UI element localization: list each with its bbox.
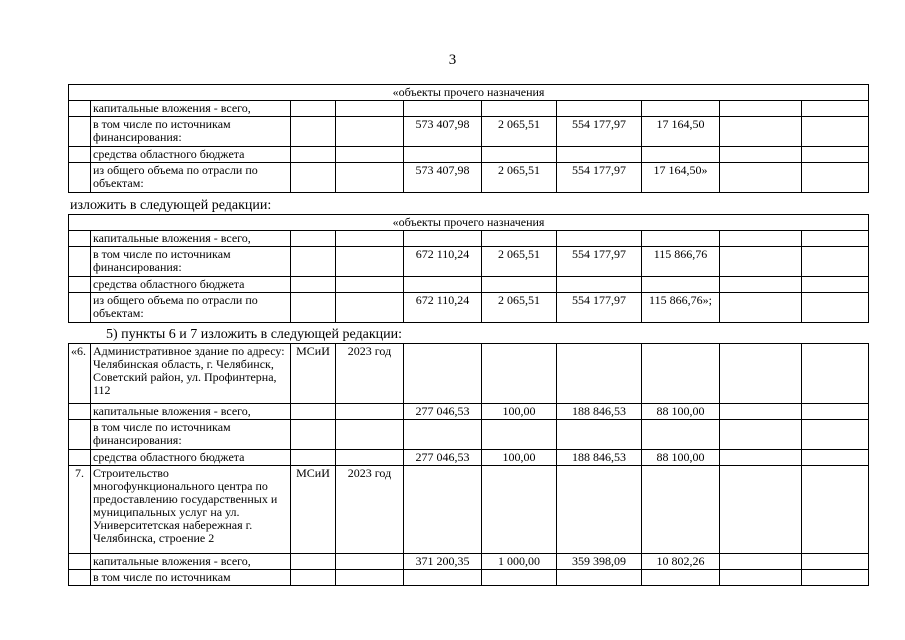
cell-value: 10 802,26 [642,554,720,570]
row-label: в том числе по источникам [91,570,291,586]
row-label: капитальные вложения - всего, [91,554,291,570]
cell-value: 2 065,51 [482,163,557,193]
page-number: 3 [448,52,457,68]
cell-value: 115 866,76 [642,247,720,277]
section-header: «объекты прочего назначения [69,215,869,231]
cell-value: 17 164,50» [642,163,720,193]
cell-value: 672 110,24 [404,293,482,323]
cell-value: 188 846,53 [557,450,642,466]
row-label: капитальные вложения - всего, [91,231,291,247]
table-block-revised [68,214,869,323]
row-label: в том числе по источникам финансирования: [91,247,291,277]
cell-value: 88 100,00 [642,404,720,420]
row-label: капитальные вложения - всего, [91,101,291,117]
row-label: из общего объема по отрасли по объектам: [91,293,291,323]
row-label: средства областного бюджета [91,147,291,163]
cell-value: 188 846,53 [557,404,642,420]
cell-value: 115 866,76»; [642,293,720,323]
cell-value: 17 164,50 [642,117,720,147]
cell-value: 573 407,98 [404,163,482,193]
item-number: «6. [69,344,91,404]
cell-value: 371 200,35 [404,554,482,570]
row-label: капитальные вложения - всего, [91,404,291,420]
section-header: «объекты прочего назначения [69,85,869,101]
item-org: МСиИ [291,344,336,404]
item-name: Строительство многофункционального центра по предоставлению государственных и муниципальных услуг на ул. Университетская набережная г. Челябинска, строение 2 [91,466,291,554]
cell-value: 100,00 [482,450,557,466]
cell-value: 554 177,97 [557,117,642,147]
item-number: 7. [69,466,91,554]
cell-value: 277 046,53 [404,450,482,466]
instruction-heading: изложить в следующей редакции: [70,198,272,213]
cell-value: 554 177,97 [557,247,642,277]
instruction-heading: 5) пункты 6 и 7 изложить в следующей редакции: [106,327,403,342]
item-name: Административное здание по адресу: Челябинская область, г. Челябинск, Советский район, ул. Профинтерна, 112 [91,344,291,404]
cell-value: 88 100,00 [642,450,720,466]
cell-value: 554 177,97 [557,163,642,193]
cell-value: 1 000,00 [482,554,557,570]
row-label: в том числе по источникам финансирования: [91,420,291,450]
cell-value: 573 407,98 [404,117,482,147]
cell-value: 672 110,24 [404,247,482,277]
cell-value: 554 177,97 [557,293,642,323]
row-label: средства областного бюджета [91,450,291,466]
cell-value: 100,00 [482,404,557,420]
row-label: в том числе по источникам финансирования: [91,117,291,147]
table-block-items [68,343,869,586]
cell-value: 359 398,09 [557,554,642,570]
row-label: из общего объема по отрасли по объектам: [91,163,291,193]
cell-value: 2 065,51 [482,293,557,323]
table-block-original [68,84,869,193]
row-label: средства областного бюджета [91,277,291,293]
cell-value: 2 065,51 [482,247,557,277]
cell-value: 2 065,51 [482,117,557,147]
cell-value: 277 046,53 [404,404,482,420]
item-year: 2023 год [336,344,404,404]
item-org: МСиИ [291,466,336,554]
item-year: 2023 год [336,466,404,554]
